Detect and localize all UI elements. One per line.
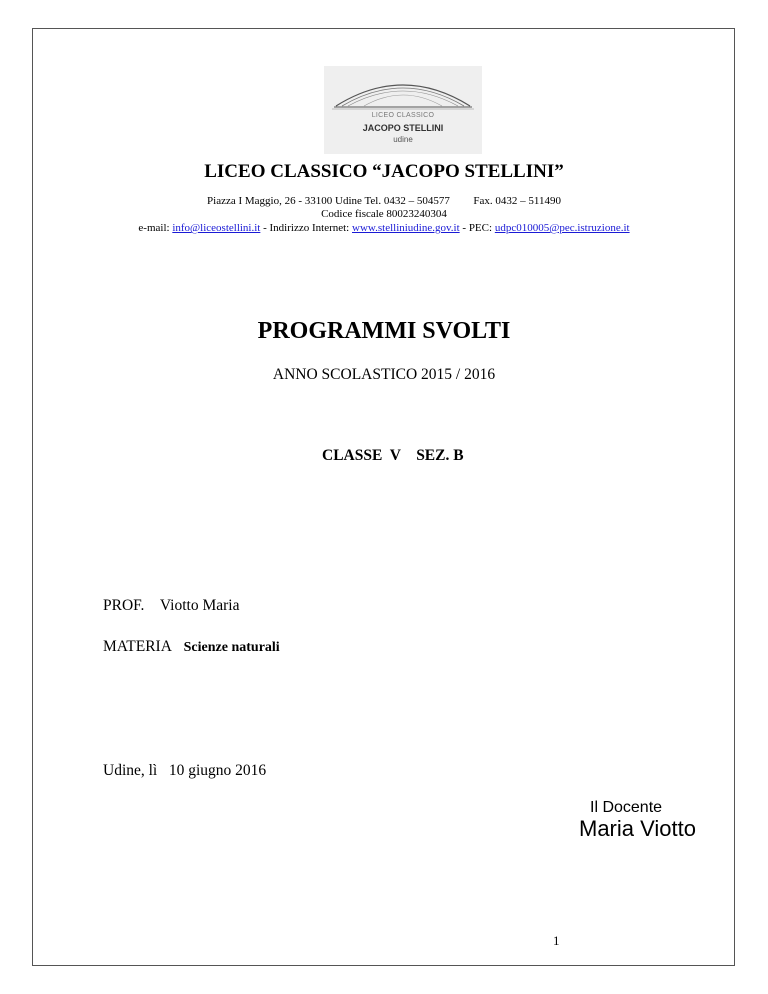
address: Piazza I Maggio, 26 - 33100 Udine Tel. 0432 – 504577 (207, 195, 450, 207)
signature-name: Maria Viotto (579, 816, 696, 841)
place-date: Udine, lì 10 giugno 2016 (103, 762, 267, 779)
prof-name: Viotto Maria (159, 597, 240, 614)
pec-link[interactable]: udpc010005@pec.istruzione.it (494, 222, 630, 234)
email-label: e-mail: (138, 222, 170, 234)
subject-row (103, 638, 280, 656)
pec-label: - PEC: (462, 222, 493, 234)
school-logo (324, 66, 482, 154)
contacts-line (0, 221, 768, 235)
school-name: LICEO CLASSICO “JACOPO STELLINI” (204, 161, 564, 182)
web-label: - Indirizzo Internet: (263, 222, 350, 234)
school-year: ANNO SCOLASTICO 2015 / 2016 (272, 366, 496, 383)
fax: Fax. 0432 – 511490 (473, 195, 561, 207)
logo-line-1: LICEO CLASSICO (371, 112, 435, 119)
subject-label: MATERIA (103, 638, 172, 655)
subject-value: Scienze naturali (183, 640, 280, 655)
signature-label: Il Docente (590, 799, 663, 816)
page-number: 1 (553, 933, 560, 948)
address-line (0, 194, 768, 208)
prof-label: PROF. (103, 597, 145, 614)
document-title: PROGRAMMI SVOLTI (257, 318, 511, 344)
logo-line-2: JACOPO STELLINI (362, 123, 444, 133)
teacher-row (103, 597, 239, 615)
fiscal-code: Codice fiscale 80023240304 (321, 208, 447, 220)
website-link[interactable]: www.stelliniudine.gov.it (352, 222, 460, 234)
class-section: CLASSE V SEZ. B (322, 447, 464, 464)
logo-line-3: udine (393, 135, 413, 144)
email-link[interactable]: info@liceostellini.it (172, 222, 261, 234)
